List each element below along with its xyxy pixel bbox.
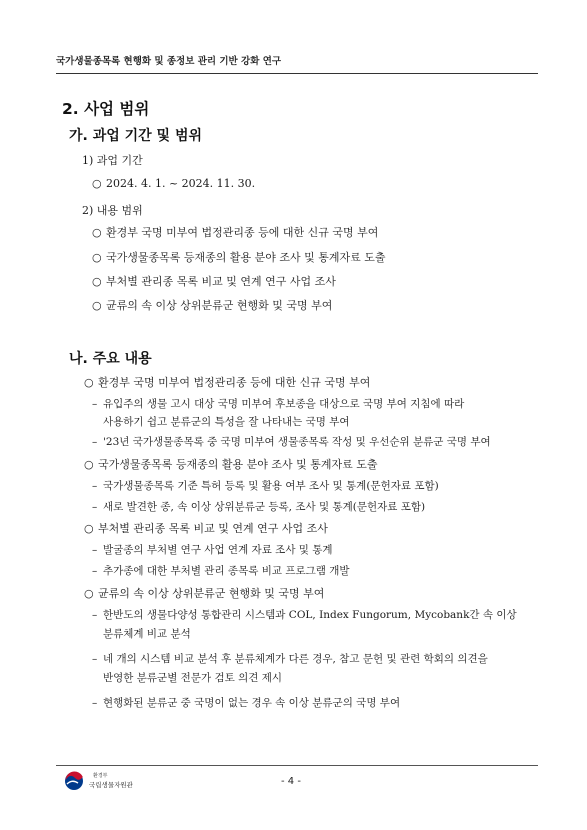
period-item: [92, 177, 255, 190]
circle-bullet: ○: [92, 275, 102, 288]
detail-item: – '23년 국가생물종목록 중 국명 미부여 생물종목록 작성 및 우선순위 분류군 국명 부여: [92, 436, 491, 448]
footer-rule: [56, 765, 538, 766]
detail-item: – 추가종에 대한 부처별 관리 종목록 비교 프로그램 개발: [92, 565, 350, 577]
dash-bullet: –: [92, 501, 98, 513]
detail-item: – 현행화된 분류군 중 국명이 없는 경우 속 이상 분류군의 국명 부여: [92, 697, 401, 709]
scope-item: ○ 균류의 속 이상 상위분류군 현행화 및 국명 부여: [92, 299, 333, 312]
section-title: 2. 사업 범위: [62, 100, 150, 118]
circle-bullet: ○: [84, 522, 94, 535]
dash-bullet: –: [92, 398, 98, 410]
dash-bullet: –: [92, 544, 98, 556]
circle-bullet: ○: [92, 177, 102, 190]
institute-name: 국립생물자원관: [89, 781, 133, 789]
circle-bullet: ○: [84, 458, 94, 471]
running-header: 국가생물종목록 현행화 및 종정보 관리 기반 강화 연구: [56, 56, 282, 67]
circle-bullet: ○: [92, 299, 102, 312]
period-text: 2024. 4. 1. ~ 2024. 11. 30.: [106, 177, 256, 190]
detail-item: – 발굴종의 부처별 연구 사업 연계 자료 조사 및 통계: [92, 544, 333, 556]
topic-item: ○ 국가생물종목록 등재종의 활용 분야 조사 및 통계자료 도출: [84, 458, 378, 471]
circle-bullet: ○: [84, 587, 94, 600]
detail-item: – 유입주의 생물 고시 대상 국명 미부여 후보종을 대상으로 국명 부여 지침에 따라: [92, 398, 465, 410]
dash-bullet: –: [92, 653, 98, 665]
dash-bullet: –: [92, 565, 98, 577]
detail-continuation: 반영한 분류군별 전문가 검토 의견 제시: [103, 672, 282, 684]
period-heading: 1) 과업 기간: [82, 154, 143, 167]
circle-bullet: ○: [92, 251, 102, 264]
topic-item: ○ 환경부 국명 미부여 법정관리종 등에 대한 신규 국명 부여: [84, 376, 371, 389]
detail-continuation: 사용하기 쉽고 분류군의 특성을 잘 나타내는 국명 부여: [103, 416, 350, 428]
topic-item: ○ 부처별 관리종 목록 비교 및 연계 연구 사업 조사: [84, 522, 328, 535]
detail-item: – 네 개의 시스템 비교 분석 후 분류체계가 다른 경우, 참고 문헌 및 관련 학회의 의견을: [92, 653, 488, 665]
detail-continuation: 분류체계 비교 분석: [103, 628, 191, 640]
scope-item: ○ 부처별 관리종 목록 비교 및 연계 연구 사업 조사: [92, 275, 336, 288]
detail-item: – 한반도의 생물다양성 통합관리 시스템과 COL, Index Fungorum, Mycobank간 속 이상: [92, 609, 517, 621]
subsection-title-b: 나. 주요 내용: [69, 351, 152, 367]
dash-bullet: –: [92, 436, 98, 448]
scope-heading: 2) 내용 범위: [82, 204, 143, 217]
circle-bullet: ○: [92, 226, 102, 239]
detail-item: – 국가생물종목록 기준 특허 등록 및 활용 여부 조사 및 통계(문헌자료 포함): [92, 480, 439, 492]
subsection-title-a: 가. 과업 기간 및 범위: [69, 128, 203, 144]
detail-item: – 새로 발견한 종, 속 이상 상위분류군 등록, 조사 및 통계(문헌자료 포함): [92, 501, 426, 513]
dash-bullet: –: [92, 480, 98, 492]
scope-item: ○ 환경부 국명 미부여 법정관리종 등에 대한 신규 국명 부여: [92, 226, 379, 239]
circle-bullet: ○: [84, 376, 94, 389]
dash-bullet: –: [92, 697, 98, 709]
institute-logo-icon: [64, 771, 86, 791]
ministry-label: 환경부: [93, 773, 108, 779]
page-number: - 4 -: [281, 776, 301, 787]
dash-bullet: –: [92, 609, 98, 621]
scope-item: ○ 국가생물종목록 등재종의 활용 분야 조사 및 통계자료 도출: [92, 251, 386, 264]
header-rule: [56, 73, 538, 74]
topic-item: ○ 균류의 속 이상 상위분류군 현행화 및 국명 부여: [84, 587, 325, 600]
